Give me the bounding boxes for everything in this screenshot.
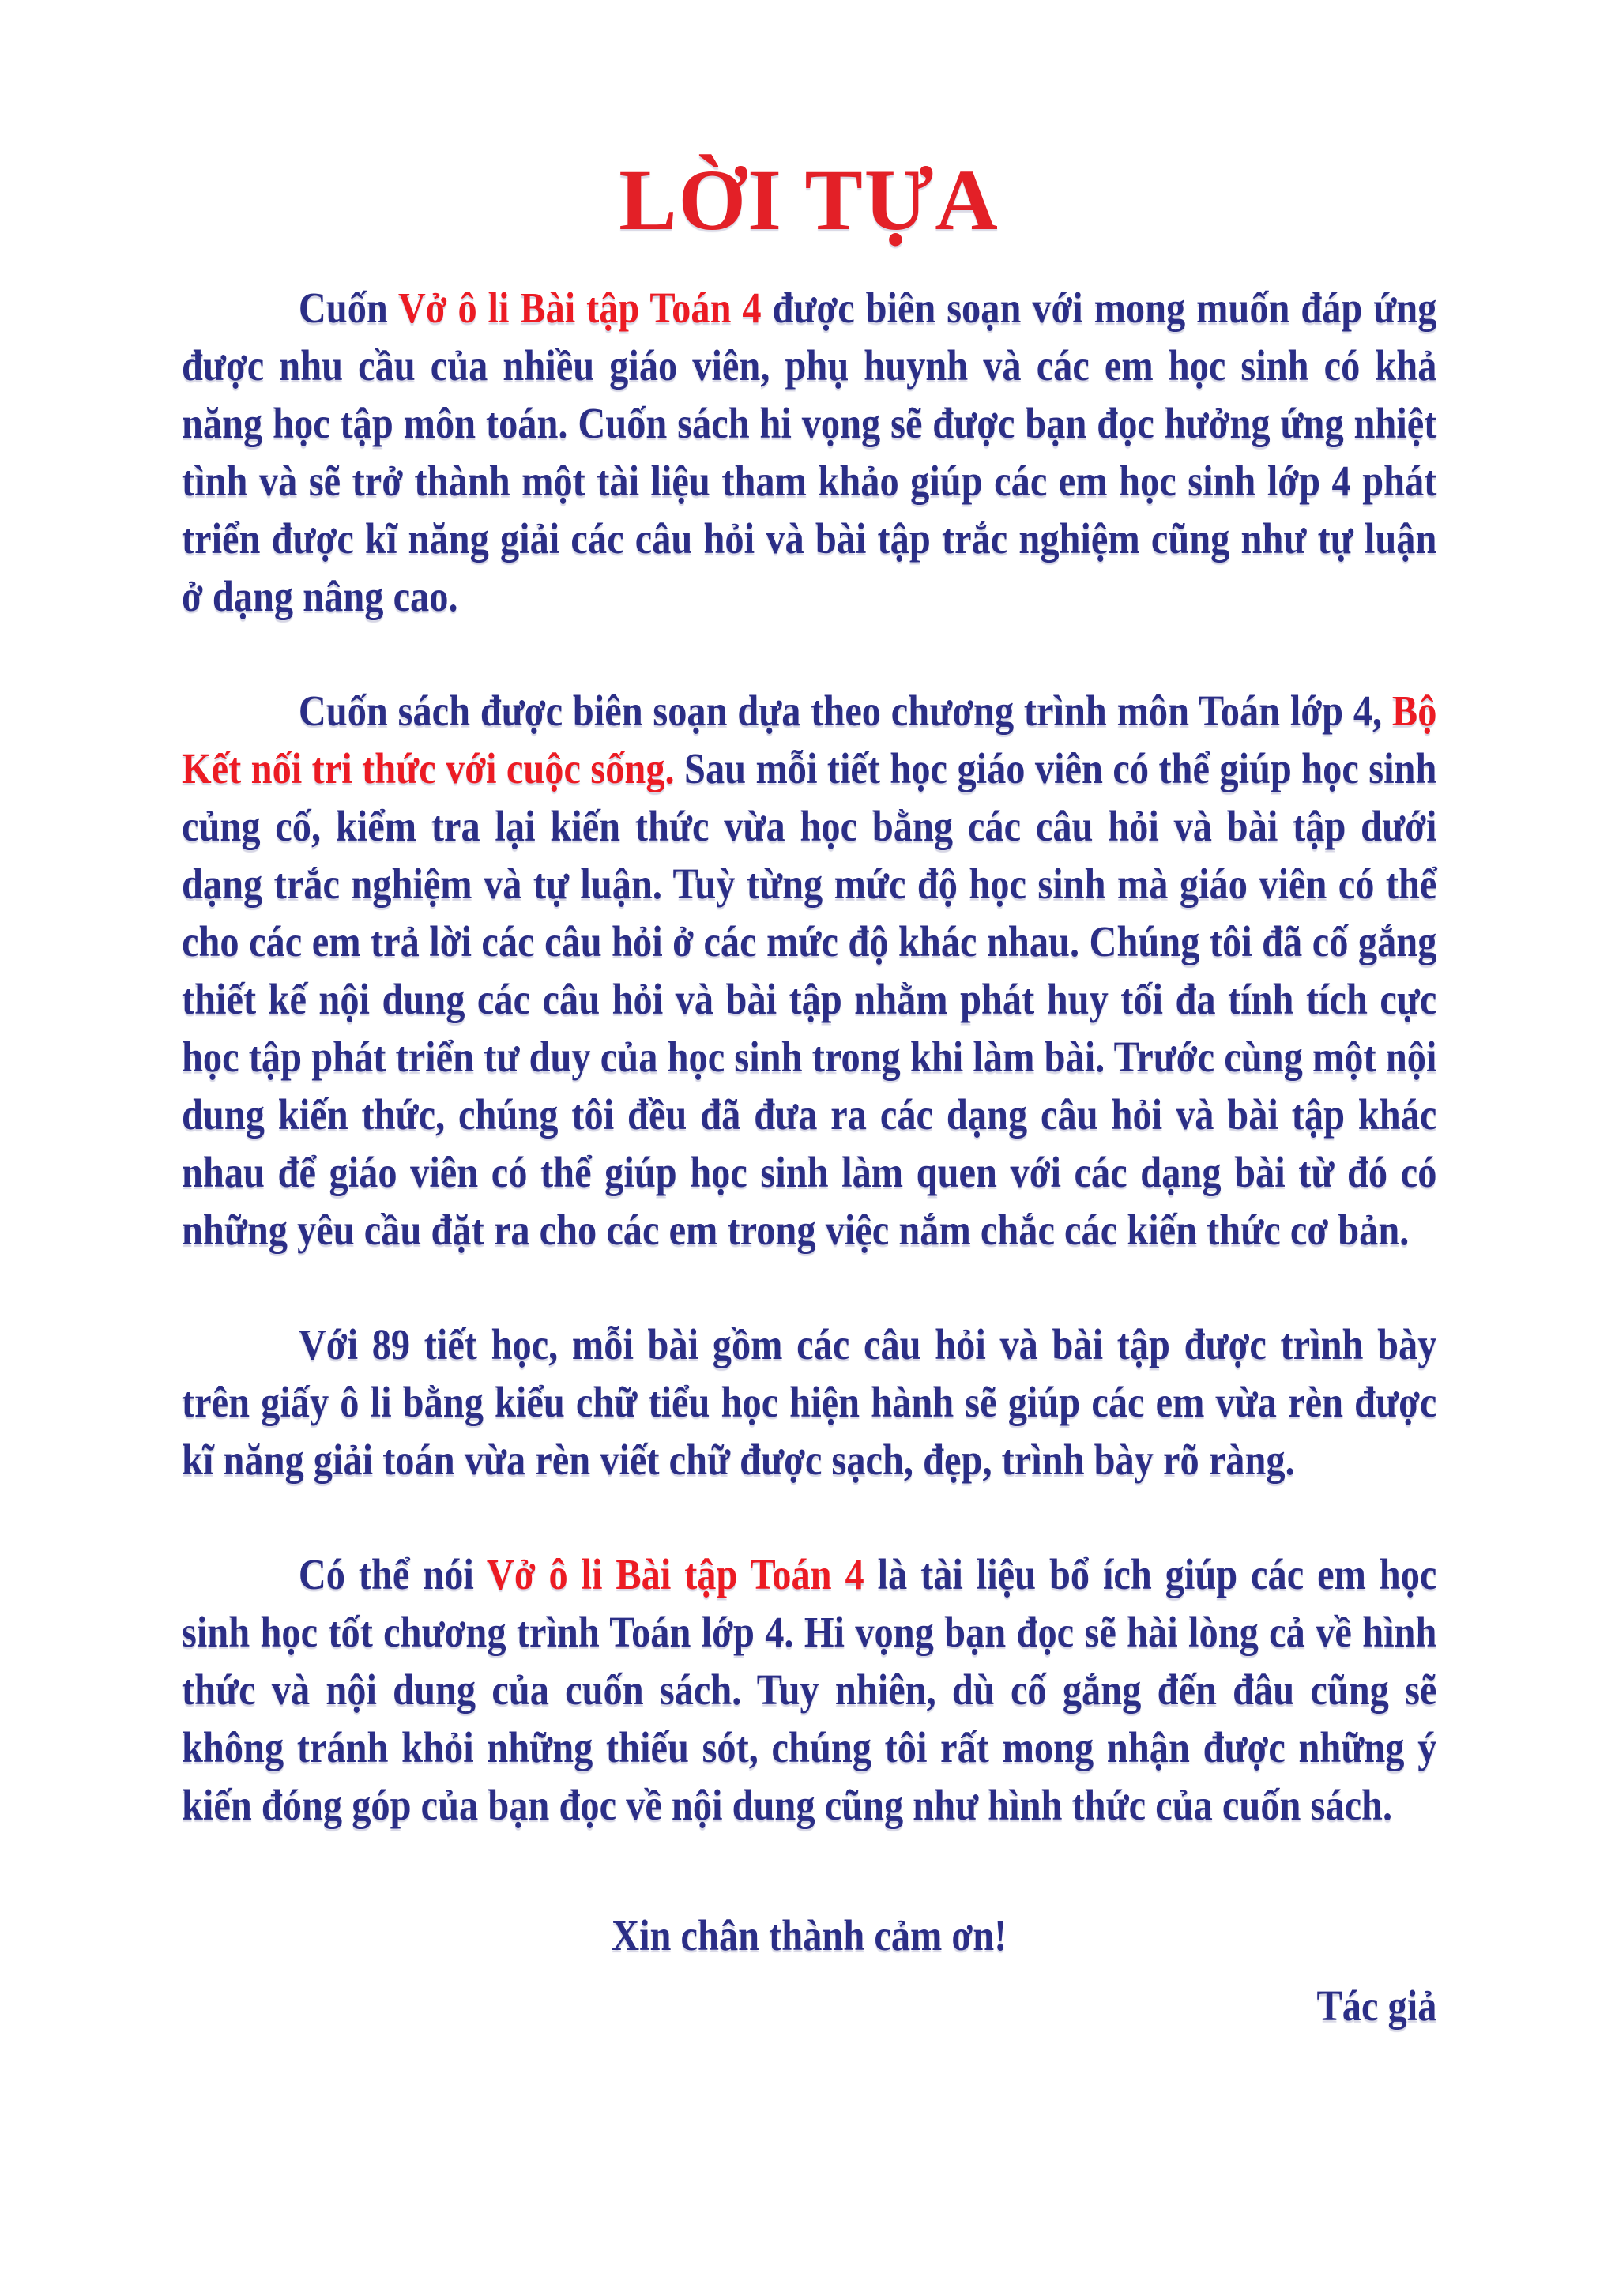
page-content — [182, 146, 1436, 2034]
page-title: LỜI TỰA — [619, 152, 999, 248]
body-text-run: Sau mỗi tiết học giáo viên có thể giúp học sinh củng cố, kiểm tra lại kiến thức vừa học bằng các câu hỏi và bài tập dưới dạng trắc nghiệm và tự luận. Tuỳ từng mức độ học sinh mà giáo viên có thể cho các em trả lời các câu hỏi ở các mức độ khác nhau. Chúng tôi đã cố gắng thiết kế nội dung các câu hỏi và bài tập nhằm phát huy tối đa tính tích cực học tập phát triển tư duy của học sinh trong khi làm bài. Trước cùng một nội dung kiến thức, chúng tôi đều đã đưa ra các dạng câu hỏi và bài tập khác nhau để giáo viên có thể giúp học sinh làm quen với các dạng bài từ đó có những yêu cầu đặt ra cho các em trong việc nắm chắc các kiến thức cơ bản. — [182, 743, 1437, 1254]
series-name-highlight: Bộ Kết nối tri thức với cuộc sống. — [182, 686, 1437, 792]
paragraph-lessons — [182, 1315, 1436, 1489]
body-text-run: là tài liệu bổ ích giúp các em học sinh học tốt chương trình Toán lớp 4. Hi vọng bạn đọc sẽ hài lòng cả về hình thức và nội dung của cuốn sách. Tuy nhiên, dù cố gắng đến đâu cũng sẽ không tránh khỏi những thiếu sót, chúng tôi rất mong nhận được những ý kiến đóng góp của bạn đọc về nội dung cũng như hình thức của cuốn sách. — [182, 1549, 1437, 1829]
body-text-run: Với 89 tiết học, mỗi bài gồm các câu hỏi và bài tập được trình bày trên giấy ô li bằng kiểu chữ tiểu học hiện hành sẽ giúp các em vừa rèn được kĩ năng giải toán vừa rèn viết chữ được sạch, đẹp, trình bày rõ ràng. — [182, 1319, 1437, 1484]
paragraph-intro — [182, 279, 1436, 625]
body-text-run: Cuốn sách được biên soạn dựa theo chương trình môn Toán lớp 4, — [298, 686, 1392, 735]
preface-body — [182, 279, 1436, 2034]
book-title-highlight: Vở ô li Bài tập Toán 4 — [486, 1549, 864, 1598]
author-signature: Tác giả — [1316, 1981, 1437, 2030]
body-text-run: được biên soạn với mong muốn đáp ứng được nhu cầu của nhiều giáo viên, phụ huynh và các em học sinh có khả năng học tập môn toán. Cuốn sách hi vọng sẽ được bạn đọc hưởng ứng nhiệt tình và sẽ trở thành một tài liệu tham khảo giúp các em học sinh lớp 4 phát triển được kĩ năng giải các câu hỏi và bài tập trắc nghiệm cũng như tự luận ở dạng nâng cao. — [182, 283, 1437, 620]
paragraph-curriculum — [182, 682, 1436, 1259]
paragraph-conclusion — [182, 1545, 1436, 1834]
body-text-run: Có thể nói — [298, 1549, 487, 1598]
body-text-run: Cuốn — [298, 283, 398, 332]
closing-line: Xin chân thành cảm ơn! — [612, 1910, 1007, 1959]
book-title-highlight: Vở ô li Bài tập Toán 4 — [397, 283, 762, 332]
